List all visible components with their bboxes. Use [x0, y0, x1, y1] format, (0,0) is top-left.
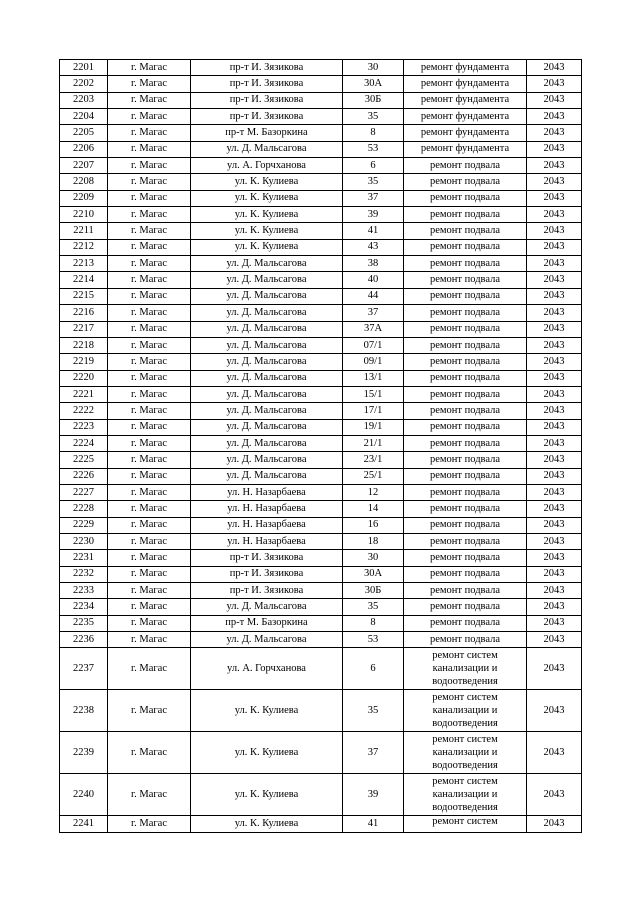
table-row	[60, 76, 582, 92]
table-row	[60, 321, 582, 337]
table-row	[60, 223, 582, 239]
house-number-cell: 44	[343, 288, 404, 304]
table-row	[60, 816, 582, 832]
planned-year-cell: 2043	[527, 533, 582, 549]
row-number-cell: 2233	[60, 583, 108, 599]
row-number-cell: 2227	[60, 484, 108, 500]
work-type-cell: ремонт подвала	[404, 566, 527, 582]
work-type-cell: ремонт подвала	[404, 550, 527, 566]
house-number-cell: 30	[343, 60, 404, 76]
street-cell: ул. Д. Мальсагова	[191, 403, 343, 419]
registry-table-body	[60, 60, 582, 833]
planned-year-cell: 2043	[527, 190, 582, 206]
row-number-cell: 2212	[60, 239, 108, 255]
house-number-cell: 21/1	[343, 435, 404, 451]
row-number-cell: 2224	[60, 435, 108, 451]
house-number-cell: 37А	[343, 321, 404, 337]
planned-year-cell: 2043	[527, 272, 582, 288]
work-type-cell: ремонт подвала	[404, 207, 527, 223]
house-number-cell: 30	[343, 550, 404, 566]
city-cell: г. Магас	[108, 158, 191, 174]
house-number-cell: 37	[343, 305, 404, 321]
planned-year-cell: 2043	[527, 599, 582, 615]
city-cell: г. Магас	[108, 550, 191, 566]
house-number-cell: 18	[343, 533, 404, 549]
row-number-cell: 2203	[60, 92, 108, 108]
house-number-cell: 09/1	[343, 354, 404, 370]
table-row	[60, 272, 582, 288]
house-number-cell: 13/1	[343, 370, 404, 386]
house-number-cell: 15/1	[343, 386, 404, 402]
table-row	[60, 141, 582, 157]
row-number-cell: 2211	[60, 223, 108, 239]
city-cell: г. Магас	[108, 141, 191, 157]
city-cell: г. Магас	[108, 239, 191, 255]
work-type-cell: ремонт систем канализации и водоотведения	[404, 648, 527, 690]
row-number-cell: 2229	[60, 517, 108, 533]
house-number-cell: 30Б	[343, 583, 404, 599]
work-type-cell: ремонт подвала	[404, 484, 527, 500]
planned-year-cell: 2043	[527, 484, 582, 500]
table-row	[60, 566, 582, 582]
street-cell: пр-т И. Зязикова	[191, 92, 343, 108]
street-cell: ул. А. Горчханова	[191, 648, 343, 690]
city-cell: г. Магас	[108, 386, 191, 402]
planned-year-cell: 2043	[527, 288, 582, 304]
row-number-cell: 2210	[60, 207, 108, 223]
planned-year-cell: 2043	[527, 207, 582, 223]
work-type-cell: ремонт подвала	[404, 288, 527, 304]
row-number-cell: 2208	[60, 174, 108, 190]
city-cell: г. Магас	[108, 599, 191, 615]
planned-year-cell: 2043	[527, 239, 582, 255]
house-number-cell: 30А	[343, 566, 404, 582]
city-cell: г. Магас	[108, 690, 191, 732]
table-row	[60, 583, 582, 599]
table-row	[60, 501, 582, 517]
street-cell: ул. Д. Мальсагова	[191, 599, 343, 615]
work-type-cell: ремонт подвала	[404, 370, 527, 386]
house-number-cell: 35	[343, 174, 404, 190]
registry-table	[59, 59, 582, 833]
city-cell: г. Магас	[108, 501, 191, 517]
city-cell: г. Магас	[108, 321, 191, 337]
row-number-cell: 2209	[60, 190, 108, 206]
house-number-cell: 17/1	[343, 403, 404, 419]
planned-year-cell: 2043	[527, 690, 582, 732]
planned-year-cell: 2043	[527, 435, 582, 451]
work-type-cell: ремонт подвала	[404, 583, 527, 599]
row-number-cell: 2222	[60, 403, 108, 419]
planned-year-cell: 2043	[527, 109, 582, 125]
city-cell: г. Магас	[108, 272, 191, 288]
planned-year-cell: 2043	[527, 632, 582, 648]
street-cell: пр-т И. Зязикова	[191, 60, 343, 76]
table-row	[60, 125, 582, 141]
street-cell: ул. К. Кулиева	[191, 774, 343, 816]
row-number-cell: 2218	[60, 337, 108, 353]
work-type-cell: ремонт подвала	[404, 158, 527, 174]
table-row	[60, 92, 582, 108]
table-row	[60, 305, 582, 321]
row-number-cell: 2241	[60, 816, 108, 832]
city-cell: г. Магас	[108, 223, 191, 239]
planned-year-cell: 2043	[527, 141, 582, 157]
work-type-cell: ремонт подвала	[404, 468, 527, 484]
city-cell: г. Магас	[108, 435, 191, 451]
table-row	[60, 632, 582, 648]
city-cell: г. Магас	[108, 337, 191, 353]
work-type-cell: ремонт подвала	[404, 174, 527, 190]
work-type-cell: ремонт подвала	[404, 632, 527, 648]
street-cell: пр-т М. Базоркина	[191, 125, 343, 141]
table-row	[60, 256, 582, 272]
work-type-cell: ремонт подвала	[404, 321, 527, 337]
table-row	[60, 550, 582, 566]
street-cell: ул. К. Кулиева	[191, 690, 343, 732]
house-number-cell: 19/1	[343, 419, 404, 435]
city-cell: г. Магас	[108, 484, 191, 500]
table-row	[60, 337, 582, 353]
house-number-cell: 38	[343, 256, 404, 272]
table-row	[60, 484, 582, 500]
work-type-cell: ремонт систем	[404, 816, 527, 832]
planned-year-cell: 2043	[527, 256, 582, 272]
work-type-cell: ремонт фундамента	[404, 60, 527, 76]
work-type-cell: ремонт подвала	[404, 223, 527, 239]
city-cell: г. Магас	[108, 403, 191, 419]
street-cell: ул. К. Кулиева	[191, 190, 343, 206]
work-type-cell: ремонт подвала	[404, 419, 527, 435]
row-number-cell: 2240	[60, 774, 108, 816]
work-type-cell: ремонт систем канализации и водоотведения	[404, 732, 527, 774]
house-number-cell: 25/1	[343, 468, 404, 484]
house-number-cell: 35	[343, 690, 404, 732]
street-cell: ул. Н. Назарбаева	[191, 484, 343, 500]
street-cell: пр-т М. Базоркина	[191, 615, 343, 631]
work-type-cell: ремонт подвала	[404, 615, 527, 631]
planned-year-cell: 2043	[527, 468, 582, 484]
city-cell: г. Магас	[108, 732, 191, 774]
street-cell: ул. Д. Мальсагова	[191, 632, 343, 648]
row-number-cell: 2206	[60, 141, 108, 157]
table-row	[60, 774, 582, 816]
row-number-cell: 2217	[60, 321, 108, 337]
house-number-cell: 12	[343, 484, 404, 500]
planned-year-cell: 2043	[527, 354, 582, 370]
city-cell: г. Магас	[108, 468, 191, 484]
row-number-cell: 2215	[60, 288, 108, 304]
street-cell: ул. Д. Мальсагова	[191, 141, 343, 157]
planned-year-cell: 2043	[527, 60, 582, 76]
house-number-cell: 6	[343, 648, 404, 690]
work-type-cell: ремонт подвала	[404, 533, 527, 549]
planned-year-cell: 2043	[527, 452, 582, 468]
street-cell: ул. Д. Мальсагова	[191, 468, 343, 484]
city-cell: г. Магас	[108, 92, 191, 108]
table-row	[60, 403, 582, 419]
row-number-cell: 2232	[60, 566, 108, 582]
street-cell: ул. Д. Мальсагова	[191, 354, 343, 370]
planned-year-cell: 2043	[527, 615, 582, 631]
street-cell: ул. Д. Мальсагова	[191, 272, 343, 288]
work-type-cell: ремонт подвала	[404, 354, 527, 370]
city-cell: г. Магас	[108, 109, 191, 125]
street-cell: ул. Д. Мальсагова	[191, 386, 343, 402]
planned-year-cell: 2043	[527, 386, 582, 402]
city-cell: г. Магас	[108, 583, 191, 599]
house-number-cell: 39	[343, 207, 404, 223]
street-cell: ул. К. Кулиева	[191, 732, 343, 774]
house-number-cell: 40	[343, 272, 404, 288]
planned-year-cell: 2043	[527, 125, 582, 141]
street-cell: ул. Д. Мальсагова	[191, 256, 343, 272]
city-cell: г. Магас	[108, 533, 191, 549]
planned-year-cell: 2043	[527, 321, 582, 337]
planned-year-cell: 2043	[527, 732, 582, 774]
row-number-cell: 2235	[60, 615, 108, 631]
city-cell: г. Магас	[108, 615, 191, 631]
street-cell: ул. Д. Мальсагова	[191, 435, 343, 451]
house-number-cell: 8	[343, 125, 404, 141]
planned-year-cell: 2043	[527, 223, 582, 239]
work-type-cell: ремонт подвала	[404, 452, 527, 468]
work-type-cell: ремонт подвала	[404, 337, 527, 353]
city-cell: г. Магас	[108, 452, 191, 468]
street-cell: ул. Д. Мальсагова	[191, 321, 343, 337]
row-number-cell: 2239	[60, 732, 108, 774]
house-number-cell: 6	[343, 158, 404, 174]
city-cell: г. Магас	[108, 566, 191, 582]
table-row	[60, 435, 582, 451]
street-cell: ул. Д. Мальсагова	[191, 337, 343, 353]
work-type-cell: ремонт подвала	[404, 599, 527, 615]
street-cell: ул. Д. Мальсагова	[191, 305, 343, 321]
house-number-cell: 37	[343, 732, 404, 774]
city-cell: г. Магас	[108, 517, 191, 533]
planned-year-cell: 2043	[527, 403, 582, 419]
row-number-cell: 2205	[60, 125, 108, 141]
street-cell: ул. Д. Мальсагова	[191, 452, 343, 468]
planned-year-cell: 2043	[527, 174, 582, 190]
city-cell: г. Магас	[108, 419, 191, 435]
city-cell: г. Магас	[108, 774, 191, 816]
table-row	[60, 468, 582, 484]
table-row	[60, 190, 582, 206]
planned-year-cell: 2043	[527, 648, 582, 690]
row-number-cell: 2221	[60, 386, 108, 402]
street-cell: ул. К. Кулиева	[191, 239, 343, 255]
house-number-cell: 30А	[343, 76, 404, 92]
table-row	[60, 648, 582, 690]
house-number-cell: 07/1	[343, 337, 404, 353]
planned-year-cell: 2043	[527, 774, 582, 816]
work-type-cell: ремонт систем канализации и водоотведения	[404, 690, 527, 732]
table-row	[60, 517, 582, 533]
row-number-cell: 2214	[60, 272, 108, 288]
planned-year-cell: 2043	[527, 370, 582, 386]
street-cell: пр-т И. Зязикова	[191, 583, 343, 599]
street-cell: ул. Д. Мальсагова	[191, 419, 343, 435]
street-cell: ул. А. Горчханова	[191, 158, 343, 174]
row-number-cell: 2220	[60, 370, 108, 386]
street-cell: ул. Д. Мальсагова	[191, 370, 343, 386]
row-number-cell: 2207	[60, 158, 108, 174]
table-row	[60, 419, 582, 435]
table-row	[60, 109, 582, 125]
work-type-cell: ремонт систем канализации и водоотведения	[404, 774, 527, 816]
table-row	[60, 690, 582, 732]
work-type-cell: ремонт подвала	[404, 190, 527, 206]
street-cell: пр-т И. Зязикова	[191, 566, 343, 582]
house-number-cell: 8	[343, 615, 404, 631]
row-number-cell: 2226	[60, 468, 108, 484]
work-type-cell: ремонт фундамента	[404, 141, 527, 157]
work-type-cell: ремонт подвала	[404, 305, 527, 321]
table-row	[60, 599, 582, 615]
work-type-cell: ремонт подвала	[404, 239, 527, 255]
table-row	[60, 207, 582, 223]
city-cell: г. Магас	[108, 305, 191, 321]
city-cell: г. Магас	[108, 190, 191, 206]
planned-year-cell: 2043	[527, 550, 582, 566]
city-cell: г. Магас	[108, 816, 191, 832]
street-cell: пр-т И. Зязикова	[191, 550, 343, 566]
house-number-cell: 41	[343, 223, 404, 239]
table-row	[60, 732, 582, 774]
planned-year-cell: 2043	[527, 76, 582, 92]
city-cell: г. Магас	[108, 648, 191, 690]
house-number-cell: 23/1	[343, 452, 404, 468]
street-cell: ул. К. Кулиева	[191, 174, 343, 190]
row-number-cell: 2223	[60, 419, 108, 435]
city-cell: г. Магас	[108, 125, 191, 141]
table-row	[60, 158, 582, 174]
table-row	[60, 60, 582, 76]
planned-year-cell: 2043	[527, 305, 582, 321]
planned-year-cell: 2043	[527, 92, 582, 108]
city-cell: г. Магас	[108, 256, 191, 272]
row-number-cell: 2216	[60, 305, 108, 321]
work-type-cell: ремонт подвала	[404, 517, 527, 533]
work-type-cell: ремонт фундамента	[404, 92, 527, 108]
row-number-cell: 2236	[60, 632, 108, 648]
table-row	[60, 452, 582, 468]
street-cell: ул. К. Кулиева	[191, 223, 343, 239]
city-cell: г. Магас	[108, 76, 191, 92]
street-cell: ул. Н. Назарбаева	[191, 517, 343, 533]
work-type-cell: ремонт подвала	[404, 386, 527, 402]
city-cell: г. Магас	[108, 60, 191, 76]
work-type-cell: ремонт подвала	[404, 272, 527, 288]
street-cell: ул. К. Кулиева	[191, 207, 343, 223]
city-cell: г. Магас	[108, 174, 191, 190]
street-cell: ул. Д. Мальсагова	[191, 288, 343, 304]
city-cell: г. Магас	[108, 354, 191, 370]
street-cell: пр-т И. Зязикова	[191, 109, 343, 125]
row-number-cell: 2228	[60, 501, 108, 517]
work-type-cell: ремонт подвала	[404, 435, 527, 451]
house-number-cell: 35	[343, 599, 404, 615]
row-number-cell: 2202	[60, 76, 108, 92]
table-row	[60, 370, 582, 386]
row-number-cell: 2234	[60, 599, 108, 615]
city-cell: г. Магас	[108, 632, 191, 648]
house-number-cell: 16	[343, 517, 404, 533]
planned-year-cell: 2043	[527, 501, 582, 517]
row-number-cell: 2231	[60, 550, 108, 566]
table-row	[60, 174, 582, 190]
street-cell: ул. Н. Назарбаева	[191, 501, 343, 517]
row-number-cell: 2219	[60, 354, 108, 370]
table-row	[60, 354, 582, 370]
row-number-cell: 2204	[60, 109, 108, 125]
planned-year-cell: 2043	[527, 583, 582, 599]
row-number-cell: 2237	[60, 648, 108, 690]
table-row	[60, 239, 582, 255]
city-cell: г. Магас	[108, 288, 191, 304]
house-number-cell: 30Б	[343, 92, 404, 108]
row-number-cell: 2230	[60, 533, 108, 549]
planned-year-cell: 2043	[527, 816, 582, 832]
house-number-cell: 14	[343, 501, 404, 517]
work-type-cell: ремонт фундамента	[404, 109, 527, 125]
planned-year-cell: 2043	[527, 158, 582, 174]
house-number-cell: 35	[343, 109, 404, 125]
work-type-cell: ремонт подвала	[404, 403, 527, 419]
planned-year-cell: 2043	[527, 566, 582, 582]
table-row	[60, 533, 582, 549]
work-type-cell: ремонт подвала	[404, 501, 527, 517]
street-cell: пр-т И. Зязикова	[191, 76, 343, 92]
row-number-cell: 2225	[60, 452, 108, 468]
row-number-cell: 2213	[60, 256, 108, 272]
row-number-cell: 2201	[60, 60, 108, 76]
row-number-cell: 2238	[60, 690, 108, 732]
street-cell: ул. К. Кулиева	[191, 816, 343, 832]
table-row	[60, 288, 582, 304]
house-number-cell: 53	[343, 632, 404, 648]
planned-year-cell: 2043	[527, 337, 582, 353]
house-number-cell: 39	[343, 774, 404, 816]
table-row	[60, 386, 582, 402]
city-cell: г. Магас	[108, 370, 191, 386]
house-number-cell: 43	[343, 239, 404, 255]
table-row	[60, 615, 582, 631]
city-cell: г. Магас	[108, 207, 191, 223]
house-number-cell: 37	[343, 190, 404, 206]
house-number-cell: 53	[343, 141, 404, 157]
work-type-cell: ремонт фундамента	[404, 76, 527, 92]
street-cell: ул. Н. Назарбаева	[191, 533, 343, 549]
planned-year-cell: 2043	[527, 419, 582, 435]
work-type-cell: ремонт подвала	[404, 256, 527, 272]
planned-year-cell: 2043	[527, 517, 582, 533]
work-type-cell: ремонт фундамента	[404, 125, 527, 141]
house-number-cell: 41	[343, 816, 404, 832]
